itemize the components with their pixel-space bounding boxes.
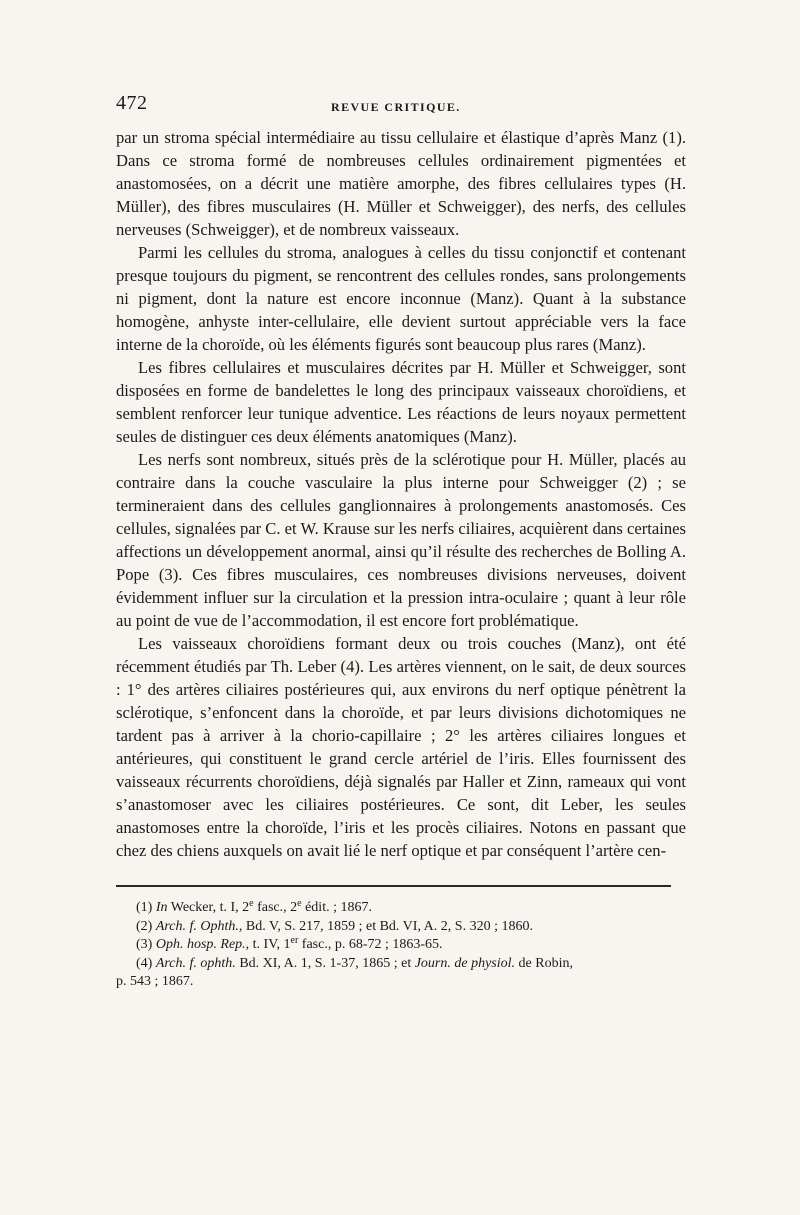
footnote-1-mid: fasc., 2 bbox=[253, 900, 298, 915]
footnote-1-sup1: e bbox=[249, 898, 254, 909]
paragraph-3: Les fibres cellulaires et musculaires décrites par H. Müller et Schweigger, sont disposées en forme de bandelettes le long des principaux vaisseaux choroïdiens, et semblent renforcer leur tunique adventice. Les réactions de leurs noyaux permettent seules de distinguer ces deux éléments anatomiques (Manz). bbox=[116, 358, 686, 446]
footnote-3-rest-a: t. IV, 1 bbox=[249, 937, 291, 952]
paragraph-4: Les nerfs sont nombreux, situés près de la sclérotique pour H. Müller, placés au contraire dans la couche vasculaire la plus interne pour Schweigger (2) ; se termineraient dans des cellules ganglionnaires à prolongements anastomosés. Ces cellules, signalées par C. et W. Krause sur les nerfs ciliaires, acquièrent dans certaines affections un développement anormal, ainsi qu’il résulte des recherches de Bolling A. Pope (3). Ces fibres musculaires, ces nombreuses divisions nerveuses, doivent évidemment influer sur la circulation et la pression intra-oculaire ; quant à leur rôle au point de vue de l’accommodation, il est encore fort problématique. bbox=[116, 450, 686, 630]
running-head: REVUE CRITIQUE. bbox=[331, 100, 461, 114]
footnote-2 bbox=[116, 918, 686, 936]
footnote-4-rest-1: Bd. XI, A. 1, S. 1-37, 1865 ; et bbox=[235, 956, 415, 971]
footnote-1-two: 2 bbox=[242, 900, 250, 915]
page-header bbox=[116, 92, 686, 126]
footnote-4-continuation: p. 543 ; 1867. bbox=[116, 974, 194, 989]
footnote-rule bbox=[116, 885, 671, 887]
document-page bbox=[116, 92, 686, 991]
footnote-1-sup2: e bbox=[297, 898, 302, 909]
paragraph-2: Parmi les cellules du stroma, analogues à celles du tissu conjonctif et contenant presque toujours du pigment, se rencontrent des cellules rondes, sans prolongements ni pigment, dont la nature est encore inconnue (Manz). Quant à la substance homogène, anhyste inter-cellulaire, elle devient surtout appréciable vers la face interne de la choroïde, où les éléments figurés sont beaucoup plus rares (Manz). bbox=[116, 243, 686, 354]
footnote-2-journal: Arch. f. Ophth., bbox=[155, 919, 243, 934]
page-number: 472 bbox=[116, 92, 148, 114]
footnote-1-number: (1) bbox=[136, 900, 153, 915]
footnote-3-number: (3) bbox=[136, 937, 153, 952]
paragraph-1: par un stroma spécial intermédiaire au tissu cellulaire et élastique d’après Manz (1). Dans ce stroma formé de nombreuses cellules ordinairement pigmentées et anastomosées, on a décrit une matière amorphe, des fibres cellulaires types (H. Müller), des fibres musculaires (H. Müller et Schweigger), des nerfs, des cellules nerveuses (Schweigger), et de nombreux vaisseaux. bbox=[116, 128, 686, 239]
footnote-4 bbox=[116, 955, 686, 973]
footnote-3-rest-b: fasc., p. 68-72 ; 1863-65. bbox=[298, 937, 443, 952]
footnote-1-rest: Wecker, t. I, bbox=[167, 900, 243, 915]
body-text bbox=[116, 126, 686, 862]
footnote-3-sup: er bbox=[290, 935, 299, 946]
footnote-4-journal-2: Journ. de physiol. bbox=[414, 956, 516, 971]
footnote-1-end: édit. ; 1867. bbox=[301, 900, 372, 915]
footnote-1-prefix: In bbox=[155, 900, 168, 915]
footnote-4-journal-1: Arch. f. ophth. bbox=[155, 956, 236, 971]
footnote-2-rest: Bd. V, S. 217, 1859 ; et Bd. VI, A. 2, S. 320 ; 1860. bbox=[242, 919, 533, 934]
footnote-4-rest-2: de Robin, bbox=[515, 956, 573, 971]
footnote-3-journal: Oph. hosp. Rep., bbox=[155, 937, 250, 952]
paragraph-5: Les vaisseaux choroïdiens formant deux ou trois couches (Manz), ont été récemment étudiés par Th. Leber (4). Les artères viennent, on le sait, de deux sources : 1° des artères ciliaires postérieures qui, aux environs du nerf optique pénètrent la sclérotique, s’enfoncent dans la choroïde, et par leurs divisions dichotomiques ne tardent pas à arriver à la chorio-capillaire ; 2° les artères ciliaires longues et antérieures, qui constituent le grand cercle artériel de l’iris. Elles fournissent des vaisseaux récurrents choroïdiens, déjà signalés par Haller et Zinn, rameaux qui vont s’anastomoser avec les ciliaires postérieures. Ce sont, dit Leber, les seules anastomoses entre la choroïde, l’iris et les procès ciliaires. Notons en passant que chez des chiens auxquels on avait lié le nerf optique et par conséquent l’artère cen- bbox=[116, 634, 686, 860]
footnote-2-number: (2) bbox=[136, 919, 153, 934]
footnotes bbox=[116, 899, 686, 991]
footnote-3 bbox=[116, 936, 686, 955]
footnote-1 bbox=[116, 899, 686, 918]
footnote-4-number: (4) bbox=[136, 956, 153, 971]
